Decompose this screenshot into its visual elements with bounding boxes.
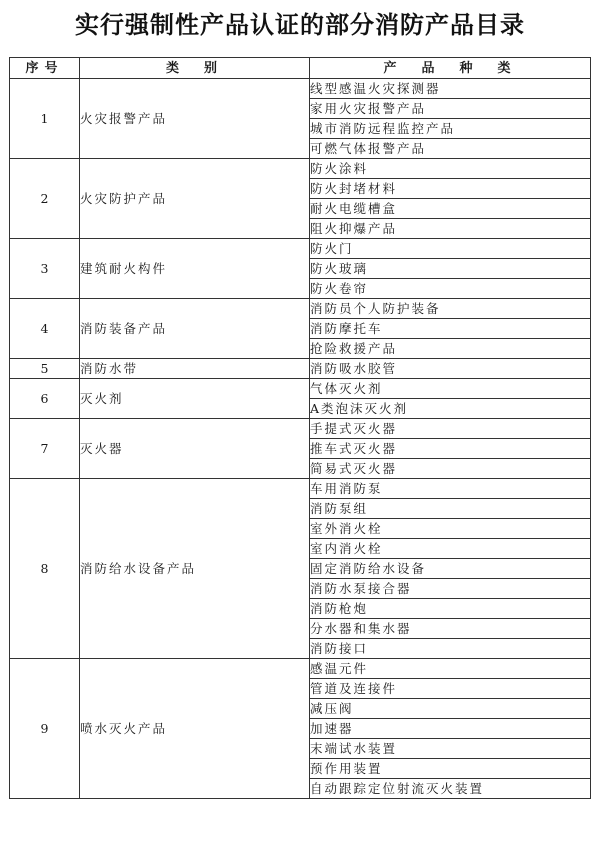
product-item: 手提式灭火器 — [310, 419, 591, 439]
product-item: 管道及连接件 — [310, 679, 591, 699]
product-item: 末端试水装置 — [310, 739, 591, 759]
product-item: 消防员个人防护装备 — [310, 299, 591, 319]
product-item: 防火涂料 — [310, 159, 591, 179]
table-row — [10, 379, 591, 399]
table-row — [10, 419, 591, 439]
group-category: 建筑耐火构件 — [80, 239, 310, 299]
product-item: 加速器 — [310, 719, 591, 739]
product-item: 自动跟踪定位射流灭火装置 — [310, 779, 591, 799]
group-number: 3 — [10, 239, 80, 299]
product-item: 感温元件 — [310, 659, 591, 679]
document-title: 实行强制性产品认证的部分消防产品目录 — [75, 10, 525, 39]
column-header-category: 类 别 — [80, 58, 310, 79]
product-item: 可燃气体报警产品 — [310, 139, 591, 159]
product-item: 线型感温火灾探测器 — [310, 79, 591, 99]
product-item: 消防接口 — [310, 639, 591, 659]
product-item: A类泡沫灭火剂 — [310, 399, 591, 419]
group-category: 消防水带 — [80, 359, 310, 379]
product-item: 抢险救援产品 — [310, 339, 591, 359]
product-item: 消防泵组 — [310, 499, 591, 519]
product-item: 防火封堵材料 — [310, 179, 591, 199]
product-item: 防火卷帘 — [310, 279, 591, 299]
product-item: 防火玻璃 — [310, 259, 591, 279]
product-item: 室内消火栓 — [310, 539, 591, 559]
group-category: 消防装备产品 — [80, 299, 310, 359]
group-number: 4 — [10, 299, 80, 359]
product-item: 消防水泵接合器 — [310, 579, 591, 599]
group-number: 9 — [10, 659, 80, 799]
product-item: 消防吸水胶管 — [310, 359, 591, 379]
product-item: 消防枪炮 — [310, 599, 591, 619]
product-item: 消防摩托车 — [310, 319, 591, 339]
group-number: 8 — [10, 479, 80, 659]
product-item: 车用消防泵 — [310, 479, 591, 499]
group-category: 灭火器 — [80, 419, 310, 479]
table-row — [10, 239, 591, 259]
group-number: 6 — [10, 379, 80, 419]
group-category: 灭火剂 — [80, 379, 310, 419]
product-catalog-table — [9, 57, 591, 799]
product-item: 推车式灭火器 — [310, 439, 591, 459]
table-body — [10, 79, 591, 799]
product-item: 分水器和集水器 — [310, 619, 591, 639]
group-number: 5 — [10, 359, 80, 379]
product-item: 简易式灭火器 — [310, 459, 591, 479]
table-row — [10, 659, 591, 679]
column-header-products: 产 品 种 类 — [310, 58, 591, 79]
table-row — [10, 359, 591, 379]
group-category: 喷水灭火产品 — [80, 659, 310, 799]
table-row — [10, 479, 591, 499]
product-item: 防火门 — [310, 239, 591, 259]
group-category: 火灾防护产品 — [80, 159, 310, 239]
group-category: 消防给水设备产品 — [80, 479, 310, 659]
column-header-no: 序号 — [10, 58, 80, 79]
product-item: 家用火灾报警产品 — [310, 99, 591, 119]
product-item: 减压阀 — [310, 699, 591, 719]
product-item: 预作用装置 — [310, 759, 591, 779]
product-item: 城市消防远程监控产品 — [310, 119, 591, 139]
product-item: 气体灭火剂 — [310, 379, 591, 399]
product-item: 室外消火栓 — [310, 519, 591, 539]
product-item: 固定消防给水设备 — [310, 559, 591, 579]
table-row — [10, 299, 591, 319]
group-number: 7 — [10, 419, 80, 479]
table-row — [10, 159, 591, 179]
group-number: 2 — [10, 159, 80, 239]
product-item: 阻火抑爆产品 — [310, 219, 591, 239]
product-item: 耐火电缆槽盒 — [310, 199, 591, 219]
table-header-row — [10, 58, 591, 79]
group-category: 火灾报警产品 — [80, 79, 310, 159]
group-number: 1 — [10, 79, 80, 159]
table-row — [10, 79, 591, 99]
